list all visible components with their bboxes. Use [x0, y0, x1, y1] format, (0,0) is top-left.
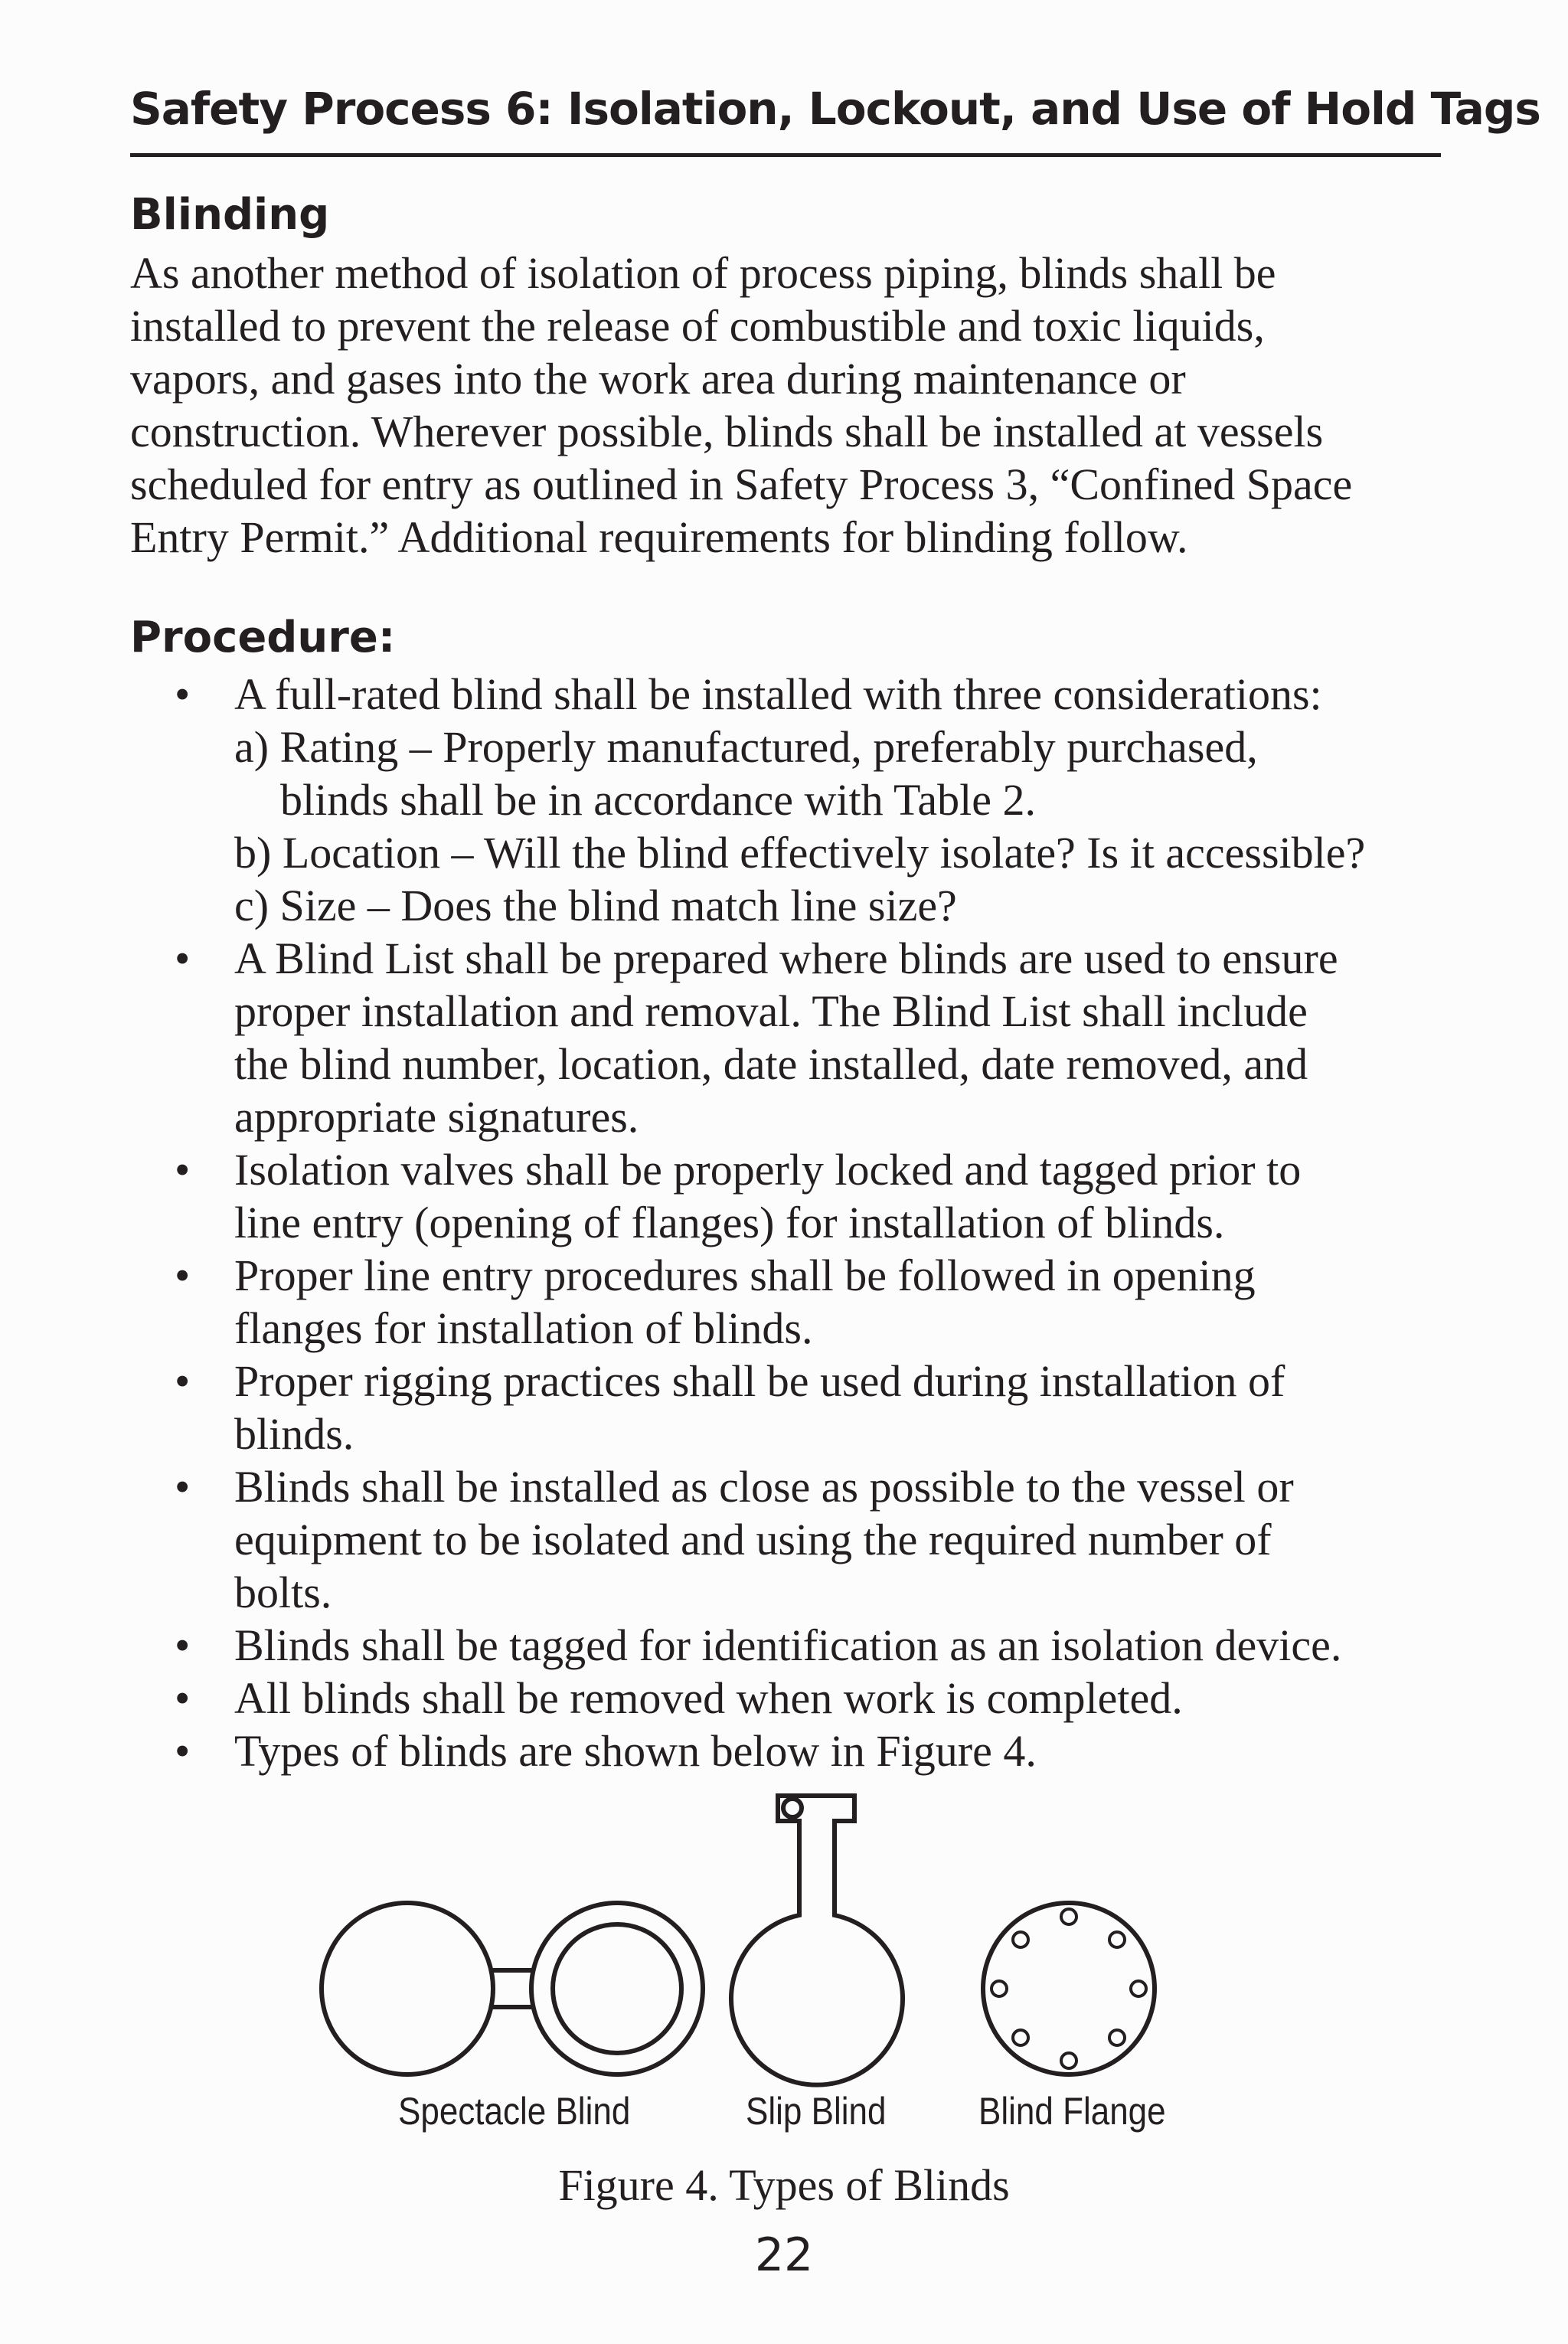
bullet-item: Proper line entry procedures shall be followed in opening: [234, 1250, 1256, 1300]
bullet-marker: •: [175, 1673, 191, 1723]
bolt-hole: [1131, 1981, 1146, 1996]
bullet-continuation: b) Location – Will the blind effectively isolate? Is it accessible?: [234, 828, 1366, 878]
bullet-marker: •: [175, 669, 191, 719]
bullet-marker: •: [175, 1250, 191, 1300]
bullet-item: Isolation valves shall be properly locked and tagged prior to: [234, 1145, 1302, 1195]
label-blind-flange: Blind Flange: [978, 2090, 1166, 2133]
paragraph-line: As another method of isolation of process piping, blinds shall be: [130, 248, 1276, 298]
bullet-item: All blinds shall be removed when work is completed.: [234, 1673, 1183, 1723]
slip-blind-shape: [731, 1796, 903, 2085]
bullet-continuation: line entry (opening of flanges) for installation of blinds.: [234, 1198, 1225, 1247]
bullet-continuation: c) Size – Does the blind match line size?: [234, 881, 957, 930]
slip-blind-handle-hole: [783, 1799, 802, 1817]
bullet-item: Blinds shall be tagged for identification as an isolation device.: [234, 1620, 1342, 1670]
bolt-hole: [1109, 2030, 1125, 2045]
bullet-item: Blinds shall be installed as close as possible to the vessel or: [234, 1462, 1294, 1512]
blind-flange-disc: [983, 1903, 1155, 2074]
label-spectacle-blind: Spectacle Blind: [398, 2090, 631, 2133]
bullet-marker: •: [175, 1356, 191, 1406]
section-heading-procedure: Procedure:: [130, 613, 396, 662]
bolt-hole: [1061, 1909, 1076, 1924]
bolt-hole: [991, 1981, 1007, 1996]
bullet-marker: •: [175, 1726, 191, 1776]
bullet-continuation: bolts.: [234, 1568, 332, 1617]
bullet-marker: •: [175, 1462, 191, 1512]
bullet-item: A full-rated blind shall be installed with three considerations:: [234, 669, 1322, 719]
bullet-continuation: the blind number, location, date installed, date removed, and: [234, 1039, 1308, 1089]
page-number: 22: [754, 2228, 814, 2282]
bullet-continuation: proper installation and removal. The Blind List shall include: [234, 986, 1308, 1036]
label-slip-blind: Slip Blind: [746, 2090, 887, 2133]
paragraph-line: scheduled for entry as outlined in Safety Process 3, “Confined Space: [130, 459, 1353, 509]
bullet-marker: •: [175, 1620, 191, 1670]
paragraph-line: construction. Wherever possible, blinds shall be installed at vessels: [130, 407, 1324, 456]
bullet-continuation: blinds shall be in accordance with Table 2.: [280, 775, 1037, 825]
bullet-continuation: a) Rating – Properly manufactured, preferably purchased,: [234, 722, 1258, 772]
paragraph-line: Entry Permit.” Additional requirements for blinding follow.: [130, 512, 1188, 562]
bullet-item: A Blind List shall be prepared where blinds are used to ensure: [234, 933, 1338, 983]
bolt-hole: [1109, 1932, 1125, 1947]
bullet-item: Proper rigging practices shall be used during installation of: [234, 1356, 1285, 1406]
bullet-marker: •: [175, 1145, 191, 1195]
bolt-hole: [1061, 2053, 1076, 2068]
spectacle-ring-inner: [553, 1924, 681, 2053]
bolt-hole: [1013, 2030, 1028, 2045]
figure-caption: Figure 4. Types of Blinds: [558, 2160, 1010, 2210]
spectacle-web: [491, 1970, 534, 2007]
bolt-hole: [1013, 1932, 1028, 1947]
spectacle-solid-disc: [322, 1903, 493, 2074]
bullet-marker: •: [175, 933, 191, 983]
spectacle-ring-outer: [531, 1903, 703, 2074]
bullet-continuation: flanges for installation of blinds.: [234, 1303, 813, 1353]
bullet-item: Types of blinds are shown below in Figure 4.: [234, 1726, 1037, 1776]
paragraph-line: installed to prevent the release of combustible and toxic liquids,: [130, 301, 1265, 351]
running-head: Safety Process 6: Isolation, Lockout, and Use of Hold Tags: [130, 83, 1540, 135]
bullet-continuation: blinds.: [234, 1409, 354, 1459]
section-heading-blinding: Blinding: [130, 190, 330, 240]
paragraph-line: vapors, and gases into the work area during maintenance or: [130, 354, 1186, 404]
bullet-continuation: appropriate signatures.: [234, 1092, 639, 1142]
bullet-continuation: equipment to be isolated and using the required number of: [234, 1515, 1272, 1564]
